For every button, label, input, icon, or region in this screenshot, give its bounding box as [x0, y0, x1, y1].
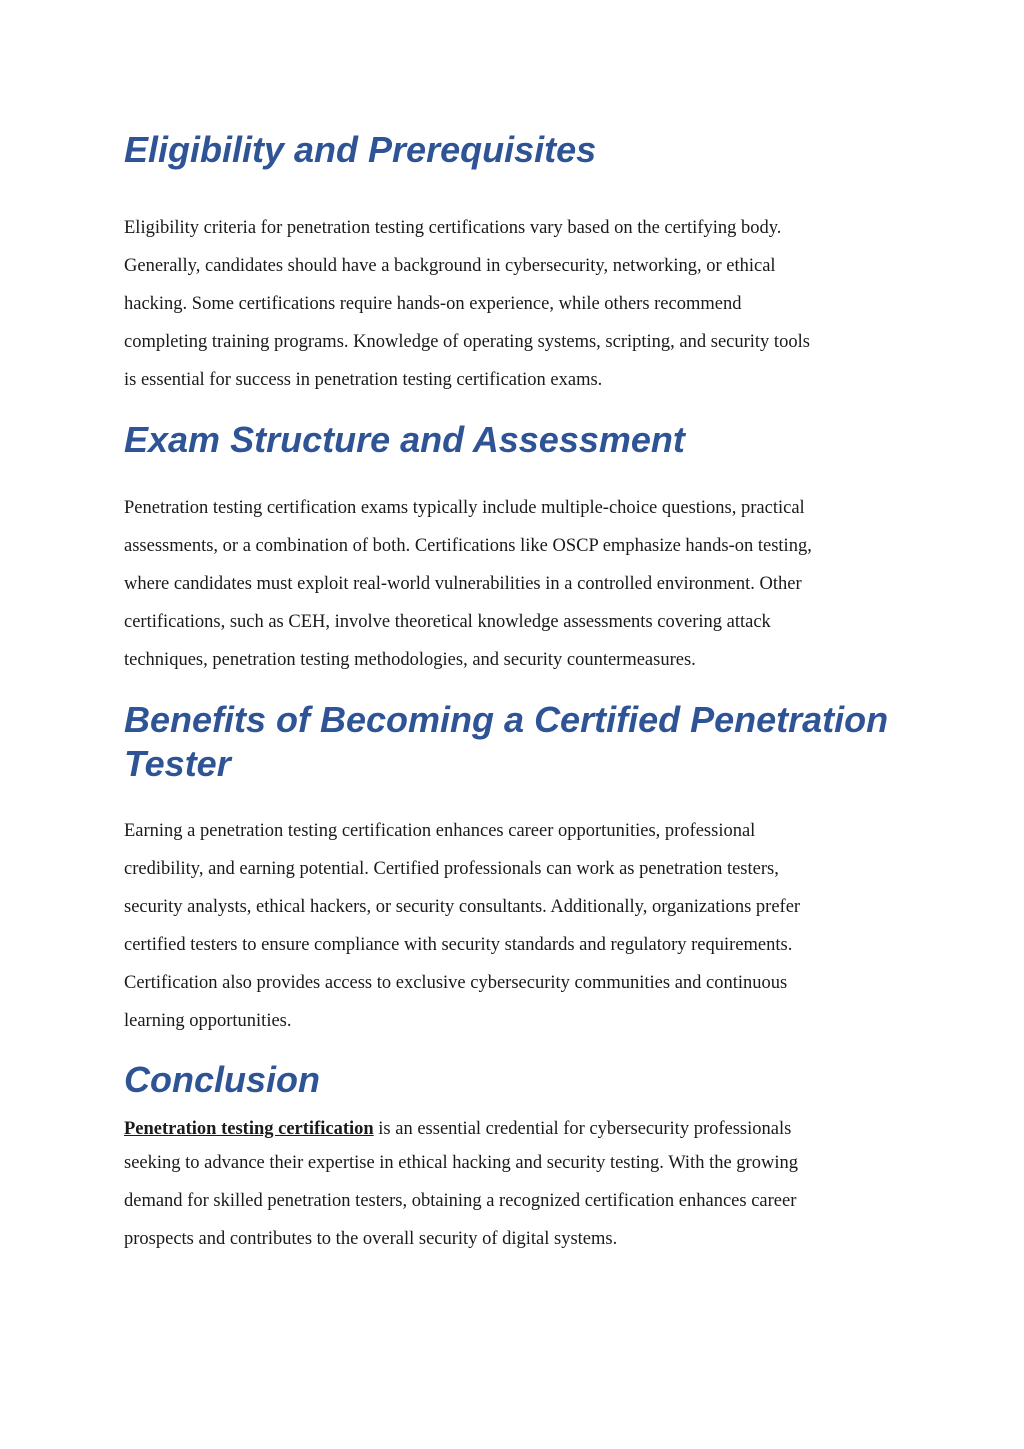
- heading-line: Benefits of Becoming a Certified Penetration: [124, 699, 889, 740]
- paragraph-line: seeking to advance their expertise in ethical hacking and security testing. With the growing: [124, 1153, 798, 1173]
- paragraph-line: techniques, penetration testing methodologies, and security countermeasures.: [124, 650, 696, 670]
- paragraph-line: security analysts, ethical hackers, or security consultants. Additionally, organizations prefer: [124, 897, 801, 917]
- paragraph-line: credibility, and earning potential. Certified professionals can work as penetration testers,: [124, 859, 779, 879]
- paragraph-line: learning opportunities.: [124, 1011, 292, 1031]
- paragraph-line: completing training programs. Knowledge of operating systems, scripting, and security tools: [124, 332, 810, 352]
- section-paragraph-benefits: [124, 812, 900, 1040]
- paragraph-line: demand for skilled penetration testers, obtaining a recognized certification enhances career: [124, 1191, 797, 1211]
- paragraph-line: certifications, such as CEH, involve theoretical knowledge assessments covering attack: [124, 612, 771, 632]
- paragraph-line: hacking. Some certifications require hands-on experience, while others recommend: [124, 294, 742, 314]
- paragraph-line: Generally, candidates should have a background in cybersecurity, networking, or ethical: [124, 256, 776, 276]
- paragraph-line: is essential for success in penetration testing certification exams.: [124, 370, 603, 390]
- paragraph-line: [124, 1114, 900, 1144]
- section-heading-conclusion: Conclusion: [124, 1059, 320, 1100]
- section-paragraph-conclusion: [124, 1114, 900, 1258]
- paragraph-line: prospects and contributes to the overall security of digital systems.: [124, 1229, 618, 1249]
- section-heading-eligibility: Eligibility and Prerequisites: [124, 129, 597, 170]
- paragraph-line: assessments, or a combination of both. Certifications like OSCP emphasize hands-on testing,: [124, 536, 812, 556]
- section-heading-benefits: [124, 698, 888, 786]
- paragraph-line: where candidates must exploit real-world vulnerabilities in a controlled environment. Other: [124, 574, 802, 594]
- section-paragraph-eligibility: [124, 209, 900, 399]
- section-heading-exam-structure: Exam Structure and Assessment: [124, 419, 685, 460]
- paragraph-line-rest: is an essential credential for cybersecurity professionals: [373, 1119, 792, 1139]
- paragraph-line: certified testers to ensure compliance with security standards and regulatory requirements.: [124, 935, 793, 955]
- certification-link[interactable]: Penetration testing certification: [124, 1119, 374, 1139]
- paragraph-line: Certification also provides access to exclusive cybersecurity communities and continuous: [124, 973, 788, 993]
- paragraph-line: Earning a penetration testing certification enhances career opportunities, professional: [124, 821, 756, 841]
- section-paragraph-exam-structure: [124, 489, 900, 679]
- paragraph-line: Eligibility criteria for penetration testing certifications vary based on the certifying body.: [124, 218, 782, 238]
- heading-line: Tester: [124, 743, 231, 784]
- paragraph-line: Penetration testing certification exams typically include multiple-choice questions, practical: [124, 498, 805, 518]
